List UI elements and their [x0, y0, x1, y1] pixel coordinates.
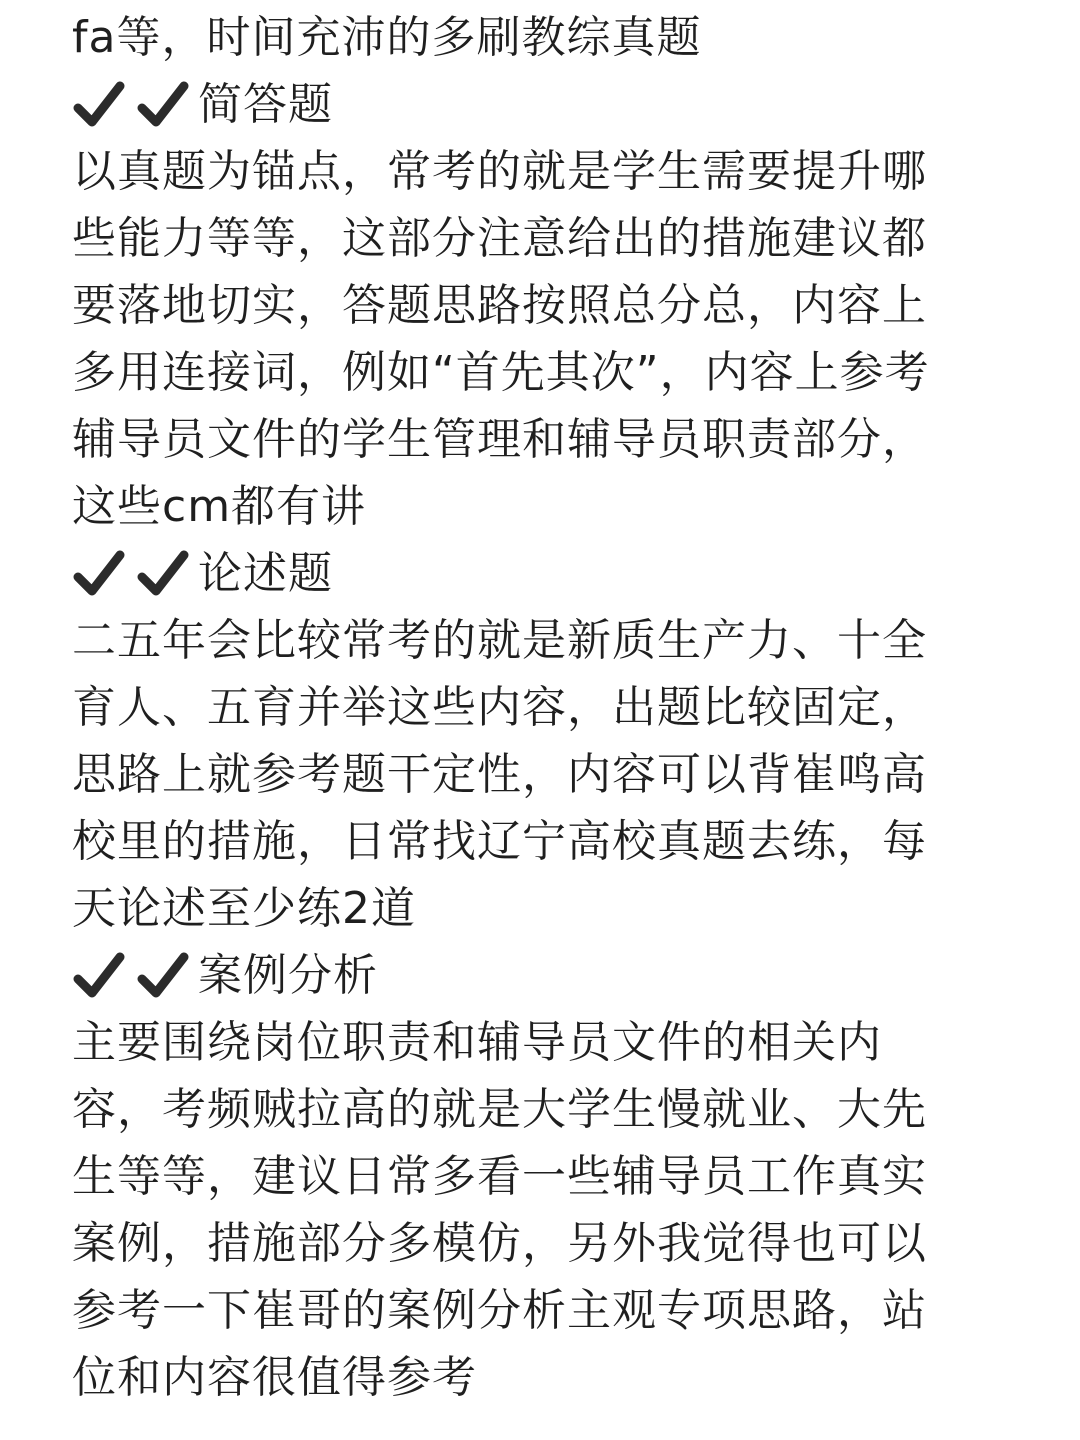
check-mark-icon [72, 78, 126, 132]
body-line: 位和内容很值得参考 [72, 1352, 477, 1403]
body-line: 生等等，建议日常多看一些辅导员工作真实 [72, 1151, 927, 1202]
body-line: 校里的措施，日常找辽宁高校真题去练，每 [72, 816, 927, 867]
note-content [72, 4, 992, 1411]
check-marks [72, 78, 190, 132]
section-heading-essay [72, 540, 992, 607]
body-line: 育人、五育并举这些内容，出题比较固定， [72, 682, 927, 733]
body-line: 要落地切实，答题思路按照总分总，内容上 [72, 280, 927, 331]
check-mark-icon [136, 78, 190, 132]
body-line: 以真题为锚点，常考的就是学生需要提升哪 [72, 146, 927, 197]
section-heading-short-answer [72, 71, 992, 138]
body-line: 这些cm都有讲 [72, 481, 367, 532]
section-title: 案例分析 [198, 950, 378, 1001]
section-title: 论述题 [198, 548, 333, 599]
section-heading-case-analysis [72, 942, 992, 1009]
body-line: 参考一下崔哥的案例分析主观专项思路，站 [72, 1285, 927, 1336]
check-mark-icon [136, 547, 190, 601]
check-mark-icon [72, 547, 126, 601]
intro-line: fa等，时间充沛的多刷教综真题 [72, 12, 702, 63]
body-line: 案例，措施部分多模仿，另外我觉得也可以 [72, 1218, 927, 1269]
body-line: 容，考频贼拉高的就是大学生慢就业、大先 [72, 1084, 927, 1135]
section-title: 简答题 [198, 79, 333, 130]
body-line: 辅导员文件的学生管理和辅导员职责部分， [72, 414, 927, 465]
body-line: 主要围绕岗位职责和辅导员文件的相关内 [72, 1017, 882, 1068]
check-marks [72, 547, 190, 601]
body-line: 多用连接词，例如“首先其次”，内容上参考 [72, 347, 930, 398]
check-marks [72, 949, 190, 1003]
body-line: 二五年会比较常考的就是新质生产力、十全 [72, 615, 927, 666]
body-line: 天论述至少练2道 [72, 883, 416, 934]
body-line: 思路上就参考题干定性，内容可以背崔鸣高 [72, 749, 927, 800]
body-line: 些能力等等，这部分注意给出的措施建议都 [72, 213, 927, 264]
check-mark-icon [136, 949, 190, 1003]
check-mark-icon [72, 949, 126, 1003]
